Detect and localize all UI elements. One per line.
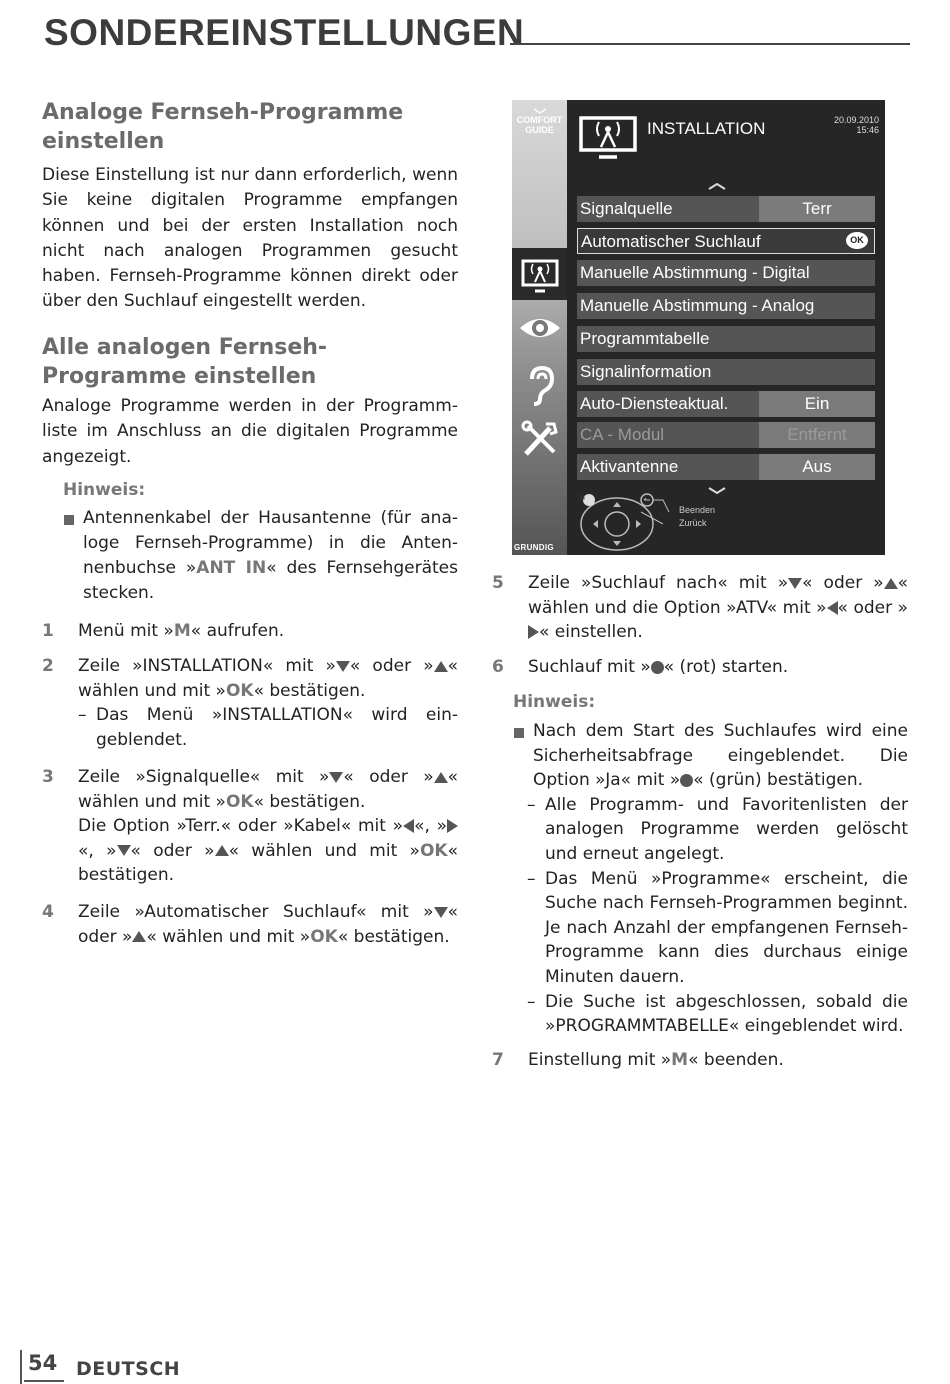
step-7: 7 Einstellung mit »M« beenden. — [492, 1050, 784, 1070]
step-3: 3 Zeile »Signalquelle« mit » « oder » « wählen und mit »OK« bestätigen. Die Option »Terr.« oder »Kabel« mit » «, »«, » « oder » « wählen und mit »OK« bestätigen. — [42, 767, 459, 886]
arrow-up-icon — [884, 578, 898, 589]
hint-results — [513, 793, 908, 1039]
antenna-tv-icon — [517, 255, 563, 295]
hint-result-2: – Das Menü »Programme« erscheint, die Suche nach Fernseh-Programmen beginnt. Je nach Anzahl der empfangenen Fernseh-Programme kann dies durchaus einige Minuten dauern. — [527, 868, 908, 987]
arrow-left-icon — [403, 819, 414, 833]
arrow-down-icon — [788, 578, 802, 589]
tools-icon — [520, 420, 560, 458]
date-time: 20.09.2010 15:46 — [833, 115, 879, 135]
comfort-guide-label: COMFORT GUIDE — [512, 108, 567, 135]
step-2: 2 Zeile »INSTALLATION« mit » « oder » « wählen und mit »OK« bestätigen. – Das Menü »INSTALLATION« wird ein-geblendet. — [42, 654, 458, 752]
step-1: 1 Menü mit »M« aufrufen. — [42, 621, 285, 641]
legend-zurueck: Zurück — [679, 518, 707, 528]
remote-navigation-icon — [573, 490, 673, 552]
hint-label: Hinweis: — [513, 692, 596, 712]
hint-block-right — [513, 690, 908, 1039]
menu-title: INSTALLATION — [647, 119, 766, 138]
hint-block-left — [63, 478, 458, 606]
chevron-down-icon — [533, 108, 547, 114]
intro-paragraph: Diese Einstellung ist nur dann erforderlich, wenn Sie keine digitalen Programme empfangen können und bei der ersten Installation noch nicht nach analogen Programmen gesucht haben. Fernseh-Programme können direkt oder über den Suchlauf eingestellt werden. — [42, 165, 458, 312]
step-4: 4 Zeile »Automatischer Suchlauf« mit » « oder » « wählen und mit »OK« bestätigen. — [42, 902, 458, 947]
menu-row-aktivantenne[interactable]: Aktivantenne Aus — [577, 454, 875, 480]
arrow-right-icon — [528, 625, 539, 639]
red-button-icon — [651, 661, 664, 674]
legend-beenden: Beenden — [679, 505, 716, 515]
step-6: 6 Suchlauf mit » « (rot) starten. — [492, 657, 789, 677]
chapter-title: SONDEREINSTELLUNGEN — [44, 12, 525, 53]
m-key-label: M — [579, 495, 585, 502]
installation-menu — [567, 100, 885, 555]
eye-icon — [517, 313, 563, 343]
hint-bullet: Antennenkabel der Hausantenne (für ana-loge Fernseh-Programme) in die Anten-nenbuchse »ANT IN« des Fernsehgerätes stecken. — [63, 506, 458, 606]
menu-row-auto-diensteaktual[interactable]: Auto-Diensteaktual. Ein — [577, 391, 875, 417]
menu-row-ca-modul[interactable]: CA - Modul Entfernt — [577, 422, 875, 448]
square-bullet-icon — [64, 515, 74, 525]
menu-row-programmtabelle[interactable]: Programmtabelle — [577, 326, 875, 352]
step-5: 5 Zeile »Suchlauf nach« mit » « oder » « wählen und die Option »ATV« mit » « oder »« einstellen. — [492, 573, 909, 643]
arrow-up-icon — [132, 931, 146, 942]
hint-result-3: – Die Suche ist abgeschlossen, sobald die »PROGRAMMTABELLE« eingeblendet wird. — [527, 991, 908, 1037]
arrow-down-icon — [336, 661, 350, 672]
arrow-up-icon — [215, 845, 229, 856]
arrow-up-icon — [434, 661, 448, 672]
ok-button-icon: OK — [846, 232, 868, 249]
arrow-down-icon — [329, 772, 343, 783]
arrow-left-icon — [827, 601, 838, 615]
arrow-up-icon — [434, 772, 448, 783]
page-header — [44, 12, 910, 56]
scroll-down-icon[interactable] — [707, 487, 727, 495]
section-heading-all-analog: Alle analogen Fernseh-Programme einstellen — [42, 335, 328, 389]
square-bullet-icon — [514, 728, 524, 738]
section-heading-analog: Analoge Fernseh-Programme einstellen — [42, 100, 404, 154]
header-rule — [510, 43, 910, 45]
menu-row-manuelle-digital[interactable]: Manuelle Abstimmung - Digital — [577, 260, 875, 286]
grundig-logo: GRUNDIG — [514, 543, 554, 552]
hint-result-1: – Alle Programm- und Favoritenlisten der analogen Programme werden gelöscht und erneut angelegt. — [527, 794, 908, 864]
footer-bar — [20, 1350, 22, 1384]
hint-bullet: Nach dem Start des Suchlaufes wird eine Sicherheitsabfrage eingeblendet. Die Option »Ja« mit » « (grün) bestätigen. — [513, 719, 908, 793]
installation-antenna-icon — [577, 110, 641, 160]
comfort-guide-sidebar — [512, 100, 567, 555]
hint-label: Hinweis: — [63, 480, 146, 500]
green-button-icon — [680, 774, 693, 787]
analog-paragraph: Analoge Programme werden in der Programm-liste im Anschluss an die digitalen Programme angezeigt. — [42, 396, 458, 467]
menu-row-signalquelle[interactable]: Signalquelle Terr — [577, 196, 875, 222]
menu-row-automatischer-suchlauf[interactable]: Automatischer Suchlauf OK — [577, 228, 875, 254]
tv-installation-screenshot — [512, 100, 885, 555]
scroll-up-icon[interactable] — [707, 182, 727, 190]
arrow-down-icon — [117, 845, 131, 856]
ear-icon — [524, 365, 556, 407]
page-number: 54 — [28, 1351, 58, 1375]
page-number-underline — [24, 1380, 64, 1382]
arrow-down-icon — [434, 907, 448, 918]
arrow-right-icon — [447, 819, 458, 833]
language-label: DEUTSCH — [76, 1358, 181, 1380]
step-2-result: – Das Menü »INSTALLATION« wird ein-geblendet. — [78, 705, 458, 750]
menu-row-signalinformation[interactable]: Signalinformation — [577, 359, 875, 385]
menu-row-manuelle-analog[interactable]: Manuelle Abstimmung - Analog — [577, 293, 875, 319]
page-footer — [20, 1348, 320, 1384]
